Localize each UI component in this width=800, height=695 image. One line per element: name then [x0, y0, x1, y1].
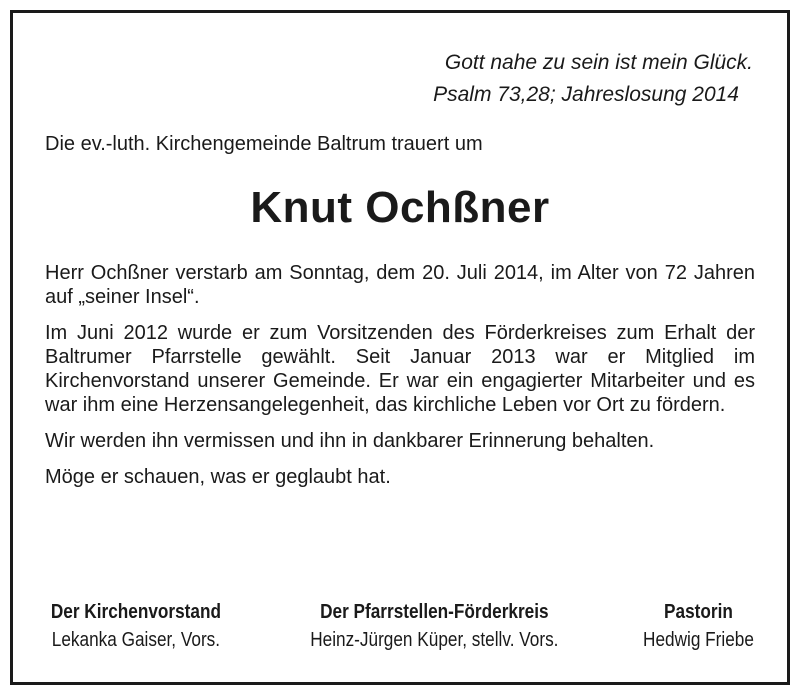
signatures	[37, 598, 763, 654]
obituary-frame	[10, 10, 790, 685]
paragraph-blessing: Möge er schauen, was er geglaubt hat.	[45, 466, 391, 488]
signature-title: Der Pfarrstellen-Förderkreis	[320, 601, 549, 623]
motto	[433, 47, 753, 111]
signature-pastor	[634, 598, 763, 654]
deceased-name: Knut Ochßner	[250, 183, 550, 232]
obituary-body	[45, 261, 755, 501]
paragraph-remembrance: Wir werden ihn vermissen und ihn in dankbarer Erinnerung behalten.	[45, 430, 655, 452]
signature-church-council	[37, 598, 235, 654]
motto-reference: Psalm 73,28; Jahreslosung 2014	[433, 83, 739, 106]
signature-support-association	[290, 598, 579, 654]
paragraph-death-notice: Herr Ochßner verstarb am Sonntag, dem 20. Juli 2014, im Alter von 72 Jahren auf „seiner Insel“.	[45, 262, 755, 308]
signature-person: Heinz-Jürgen Küper, stellv. Vors.	[310, 629, 559, 651]
signature-person: Hedwig Friebe	[643, 629, 754, 651]
intro-line: Die ev.-luth. Kirchengemeinde Baltrum trauert um	[45, 133, 483, 155]
signature-person: Lekanka Gaiser, Vors.	[51, 629, 221, 651]
signature-title: Der Kirchenvorstand	[50, 601, 221, 623]
signature-title: Pastorin	[664, 601, 733, 623]
motto-quote: Gott nahe zu sein ist mein Glück.	[444, 51, 753, 74]
paragraph-biography: Im Juni 2012 wurde er zum Vorsitzenden des Förderkreises zum Erhalt der Baltrumer Pfarrstelle gewählt. Seit Januar 2013 war er Mitglied im Kirchenvorstand unserer Gemeinde. Er war ein engagierter Mitarbeiter und es war ihm eine Herzensangelegenheit, das kirchliche Leben vor Ort zu fördern.	[45, 322, 755, 416]
